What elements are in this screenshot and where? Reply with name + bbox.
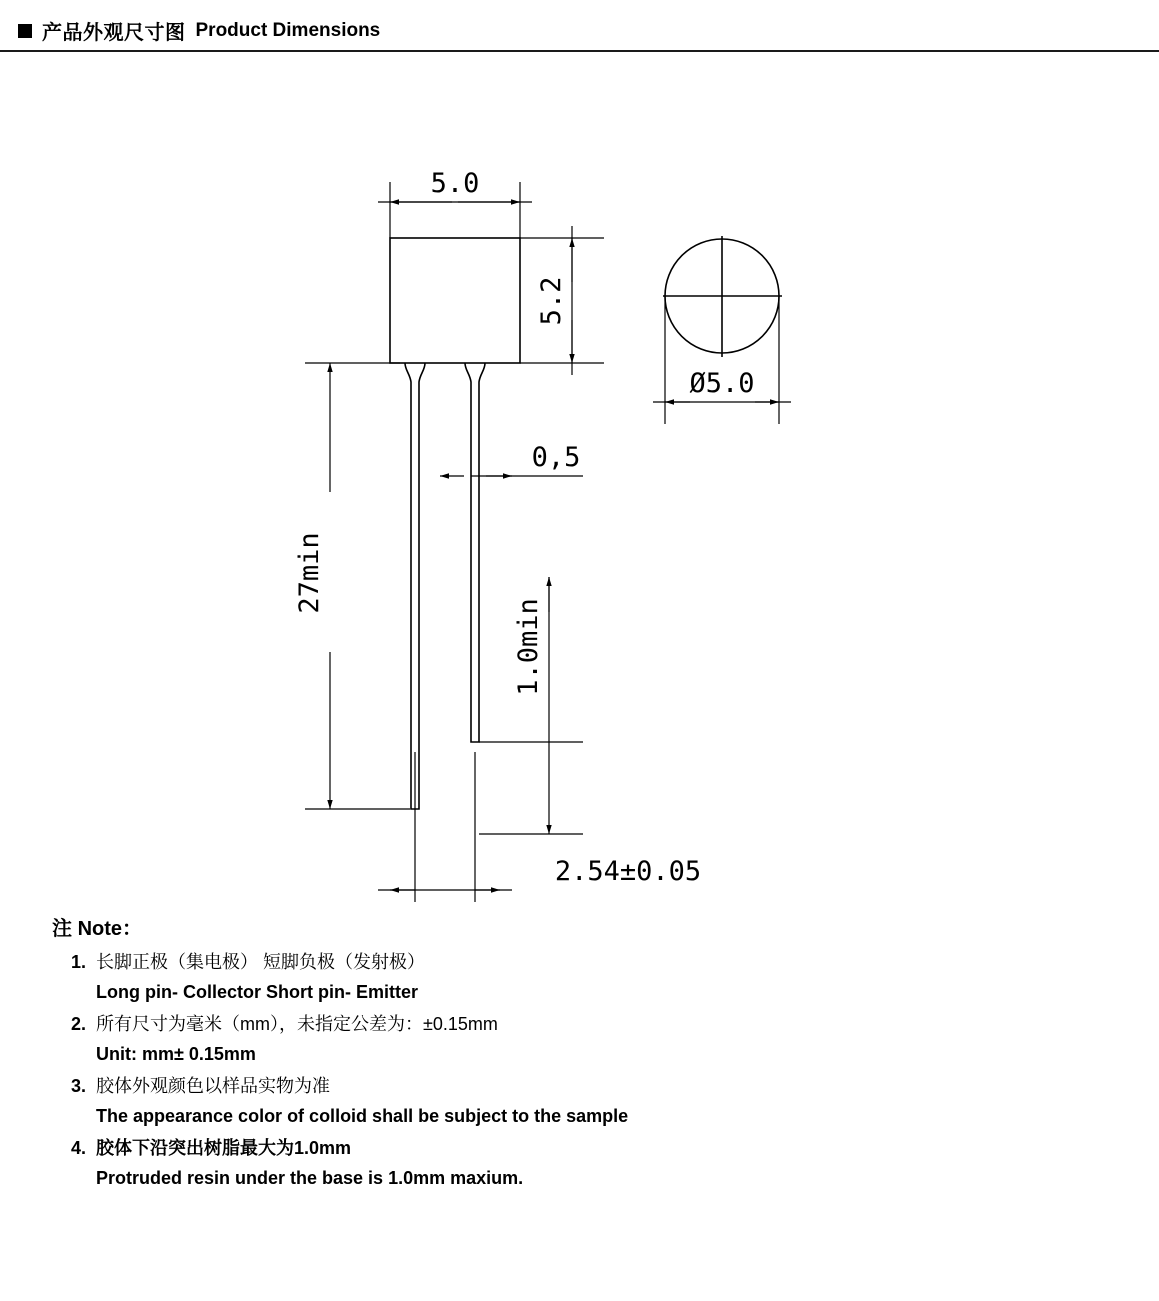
note-text-chinese: 所有尺寸为毫米（mm），未指定公差为：±0.15mm [96,1014,498,1034]
note-number: 1. [70,952,86,972]
note-text-english: Long pin- Collector Short pin- Emitter [96,982,418,1002]
short-lead-emitter [465,363,485,742]
dim-lead-pitch-2.54 [378,752,512,902]
note-text-chinese: 胶体下沿突出树脂最大为1.0mm [96,1138,352,1158]
long-lead-collector [405,363,425,809]
note-item [52,947,1102,1007]
note-body [96,1009,1102,1069]
note-number: 2. [70,1014,86,1034]
page-header [0,0,1159,52]
notes-title-english: Note [77,918,123,940]
note-text-english: Protruded resin under the base is 1.0mm maxium. [96,1168,524,1188]
dim-label-lead-width: 0,5 [531,442,581,473]
dim-label-diameter: Ø5.0 [689,368,755,399]
page-header-content [18,16,380,45]
note-text-chinese: 长脚正极（集电极） 短脚负极（发射极） [96,952,425,972]
note-text-chinese: 胶体外观颜色以样品实物为准 [96,1076,330,1096]
page-title-english: Product Dimensions [195,19,381,41]
notes-title-chinese: 注 [52,918,72,940]
notes-title [52,912,1102,941]
note-number: 4. [70,1138,86,1158]
note-body [96,1071,1102,1131]
dim-label-height: 5.2 [536,276,567,326]
note-item [52,1133,1102,1193]
note-text-english: The appearance color of colloid shall be subject to the sample [96,1106,629,1126]
note-item [52,1009,1102,1069]
dim-label-lead-pitch: 2.54±0.05 [554,856,702,887]
dim-label-lead-length: 27min [294,532,325,614]
dimension-drawing-svg [0,52,1159,902]
note-body [96,947,1102,1007]
dim-label-width: 5.0 [430,168,480,199]
note-number: 3. [70,1076,86,1096]
note-body [96,1133,1102,1193]
component-body-outline [390,238,520,363]
note-text-english: Unit: mm± 0.15mm [96,1044,256,1064]
note-item [52,1071,1102,1131]
page-title-chinese: 产品外观尺寸图 [42,22,186,44]
product-dimension-drawing [0,52,1159,902]
dim-label-short-lead: 1.0min [513,598,544,696]
square-bullet-icon [18,24,32,38]
notes-title-colon: ： [122,918,143,940]
notes-section [52,912,1102,1195]
